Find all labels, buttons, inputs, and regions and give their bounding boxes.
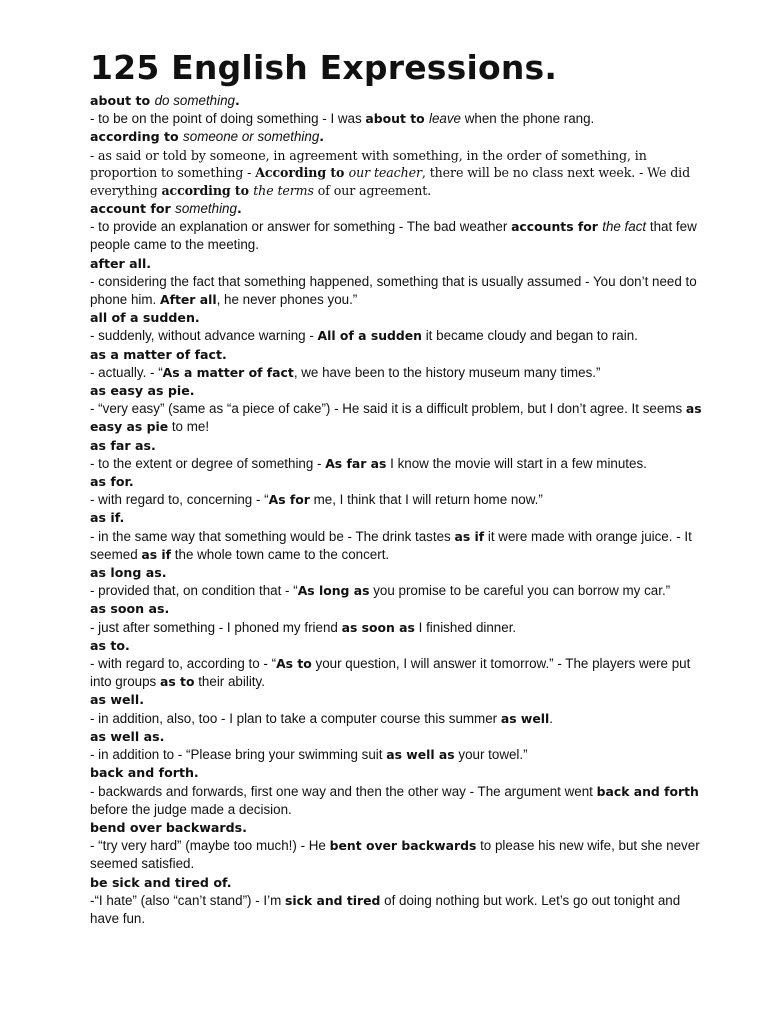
definition-run: as if (454, 528, 485, 544)
definition-run: as well (500, 710, 550, 726)
term-run: as for. (90, 474, 134, 490)
definition-run: - as said or told by someone, in agreement with something, in the order of something, in proportion to something - (90, 147, 647, 181)
definition-run: the fact (602, 219, 647, 235)
definition-run: - provided that, on condition that - “ (90, 583, 298, 599)
definition-run: as to (159, 674, 195, 690)
expression-entry (90, 509, 708, 564)
definition-run: - in addition, also, too - I plan to take a computer course this summer (90, 710, 501, 726)
definition-run: your towel.” (454, 747, 528, 763)
definition-run: As a matter of fact (162, 364, 294, 380)
expression-definition (90, 892, 708, 928)
definition-run: - to be on the point of doing something - I was (90, 111, 366, 127)
term-run: after all. (90, 255, 152, 271)
definition-run: - with regard to, according to - “ (90, 656, 277, 672)
definition-run: that few people came to the meeting. (90, 219, 697, 253)
expression-entry (90, 473, 708, 509)
definition-run: . (549, 710, 553, 726)
expression-entry (90, 819, 708, 874)
definition-run: - “very easy” (same as “a piece of cake”) - He said it is a difficult problem, but I don’t agree. It seems (90, 401, 686, 417)
definition-run: All of a sudden (317, 328, 422, 344)
expression-entry (90, 874, 708, 929)
expression-definition (90, 582, 708, 600)
expression-definition (90, 147, 708, 200)
term-run: as if. (90, 510, 125, 526)
definition-run: As for (268, 492, 310, 508)
definition-run: As long as (297, 583, 370, 599)
expression-term (90, 509, 708, 527)
definition-run: I know the movie will start in a few minutes. (386, 455, 647, 471)
expression-term (90, 819, 708, 837)
term-run: about to (90, 93, 155, 108)
expression-term (90, 764, 708, 782)
expression-entry (90, 691, 708, 727)
expression-entry (90, 637, 708, 692)
definition-run: according to (161, 183, 254, 199)
definition-run: your question, I will answer it tomorrow.” - The players were put into groups (90, 656, 691, 690)
expression-definition (90, 455, 708, 473)
definition-run: bent over backwards (329, 838, 477, 854)
definition-run: As far as (325, 455, 387, 471)
expression-definition (90, 710, 708, 728)
expression-term (90, 128, 708, 146)
expression-term (90, 200, 708, 218)
definition-run: the whole town came to the concert. (171, 546, 390, 562)
term-run: as well. (90, 692, 144, 708)
definition-run: their ability. (194, 674, 265, 690)
term-run: . (235, 93, 240, 108)
definition-run: as well as (386, 747, 455, 763)
term-run: be sick and tired of. (90, 874, 232, 890)
expression-entry (90, 728, 708, 764)
definition-run: - in the same way that something would be - The drink tastes (90, 528, 455, 544)
expression-definition (90, 619, 708, 637)
definition-run: accounts for (511, 219, 603, 235)
term-run: as easy as pie. (90, 383, 195, 399)
expression-entry (90, 128, 708, 200)
expression-term (90, 637, 708, 655)
expression-definition (90, 528, 708, 564)
definition-run: before the judge made a decision. (90, 801, 292, 817)
expression-definition (90, 327, 708, 345)
expression-entry (90, 382, 708, 437)
expression-entry (90, 346, 708, 382)
definition-run: - suddenly, without advance warning - (90, 328, 318, 344)
definition-run: it became cloudy and began to rain. (421, 328, 638, 344)
definition-run: After all (159, 292, 217, 308)
definition-run: of doing nothing but work. Let’s go out tonight and have fun. (90, 892, 681, 926)
definition-run: - backwards and forwards, first one way and then the other way - The argument went (90, 783, 597, 799)
term-run: as to. (90, 637, 130, 653)
definition-run: to me! (168, 419, 210, 435)
expression-definition (90, 110, 708, 128)
term-run: do something (154, 93, 235, 108)
expression-entry (90, 255, 708, 310)
definition-run: - considering the fact that something happened, something that is usually assumed - You don’t need to phone him. (90, 273, 697, 308)
expression-entry (90, 437, 708, 473)
expression-definition (90, 400, 708, 436)
term-run: account for (90, 201, 176, 216)
definition-run: - with regard to, concerning - “ (90, 492, 269, 508)
term-run: as long as. (90, 565, 167, 581)
expression-term (90, 728, 708, 746)
term-run: . (319, 129, 325, 145)
definition-run: According to (255, 165, 349, 181)
definition-run: , we have been to the history museum many times.” (293, 364, 601, 380)
expression-definition (90, 273, 708, 309)
term-run: something (175, 201, 237, 216)
expression-term (90, 346, 708, 364)
definition-run: about to (365, 111, 429, 127)
definition-run: As to (276, 656, 312, 672)
definition-run: back and forth (596, 783, 699, 799)
term-run: according to (90, 129, 184, 145)
expression-definition (90, 746, 708, 764)
expression-entry (90, 764, 708, 819)
definition-run: you promise to be careful you can borrow my car.” (369, 583, 671, 599)
expression-term (90, 473, 708, 491)
definition-run: - to provide an explanation or answer for something - The bad weather (90, 219, 512, 235)
definition-run: of our agreement. (313, 183, 432, 199)
expression-entry (90, 600, 708, 636)
expression-definition (90, 783, 708, 819)
definition-run: - just after something - I phoned my friend (90, 619, 342, 635)
definition-run: when the phone rang. (461, 111, 595, 127)
expression-term (90, 691, 708, 709)
expression-definition (90, 364, 708, 382)
expression-definition (90, 491, 708, 509)
expression-entry (90, 200, 708, 255)
definition-run: , there will be no class next week. - We did everything (90, 165, 691, 199)
expression-definition (90, 837, 708, 873)
definition-run: as easy as pie (90, 401, 702, 435)
term-run: as well as. (90, 728, 165, 744)
term-run: back and forth. (90, 765, 199, 781)
term-run: all of a sudden. (90, 310, 200, 326)
expression-term (90, 600, 708, 618)
definition-run: , he never phones you.” (216, 292, 358, 308)
definition-run: leave (428, 111, 461, 127)
term-run: bend over backwards. (90, 819, 247, 835)
definition-run: the terms (253, 183, 314, 199)
term-run: as soon as. (90, 601, 170, 617)
expression-entry (90, 564, 708, 600)
expression-term (90, 309, 708, 327)
definition-run: - actually. - “ (90, 364, 163, 380)
expression-term (90, 382, 708, 400)
expression-term (90, 255, 708, 273)
term-run: someone or something (183, 129, 320, 145)
page-title: 125 English Expressions. (90, 48, 558, 87)
definition-run: it were made with orange juice. - It seemed (90, 528, 692, 562)
expression-term (90, 437, 708, 455)
expression-definition (90, 218, 708, 254)
definition-run: me, I think that I will return home now.” (309, 492, 543, 508)
definition-run: sick and tired (284, 892, 381, 908)
expression-term (90, 92, 708, 110)
definition-run: as soon as (341, 619, 415, 635)
definition-run: our teacher (348, 165, 422, 181)
term-run: . (236, 201, 242, 216)
expression-list (90, 92, 708, 928)
definition-run: -“I hate” (also “can’t stand”) - I’m (90, 892, 285, 908)
term-run: as far as. (90, 437, 156, 453)
definition-run: I finished dinner. (414, 619, 517, 635)
definition-run: to please his new wife, but she never seemed satisfied. (90, 838, 700, 872)
term-run: as a matter of fact. (90, 346, 227, 362)
expression-definition (90, 655, 708, 691)
definition-run: as if (141, 546, 172, 562)
expression-entry (90, 92, 708, 128)
expression-term (90, 564, 708, 582)
expression-term (90, 874, 708, 892)
definition-run: - to the extent or degree of something - (90, 455, 326, 471)
definition-run: - “try very hard” (maybe too much!) - He (90, 838, 330, 854)
expression-entry (90, 309, 708, 345)
definition-run: - in addition to - “Please bring your swimming suit (90, 747, 387, 763)
